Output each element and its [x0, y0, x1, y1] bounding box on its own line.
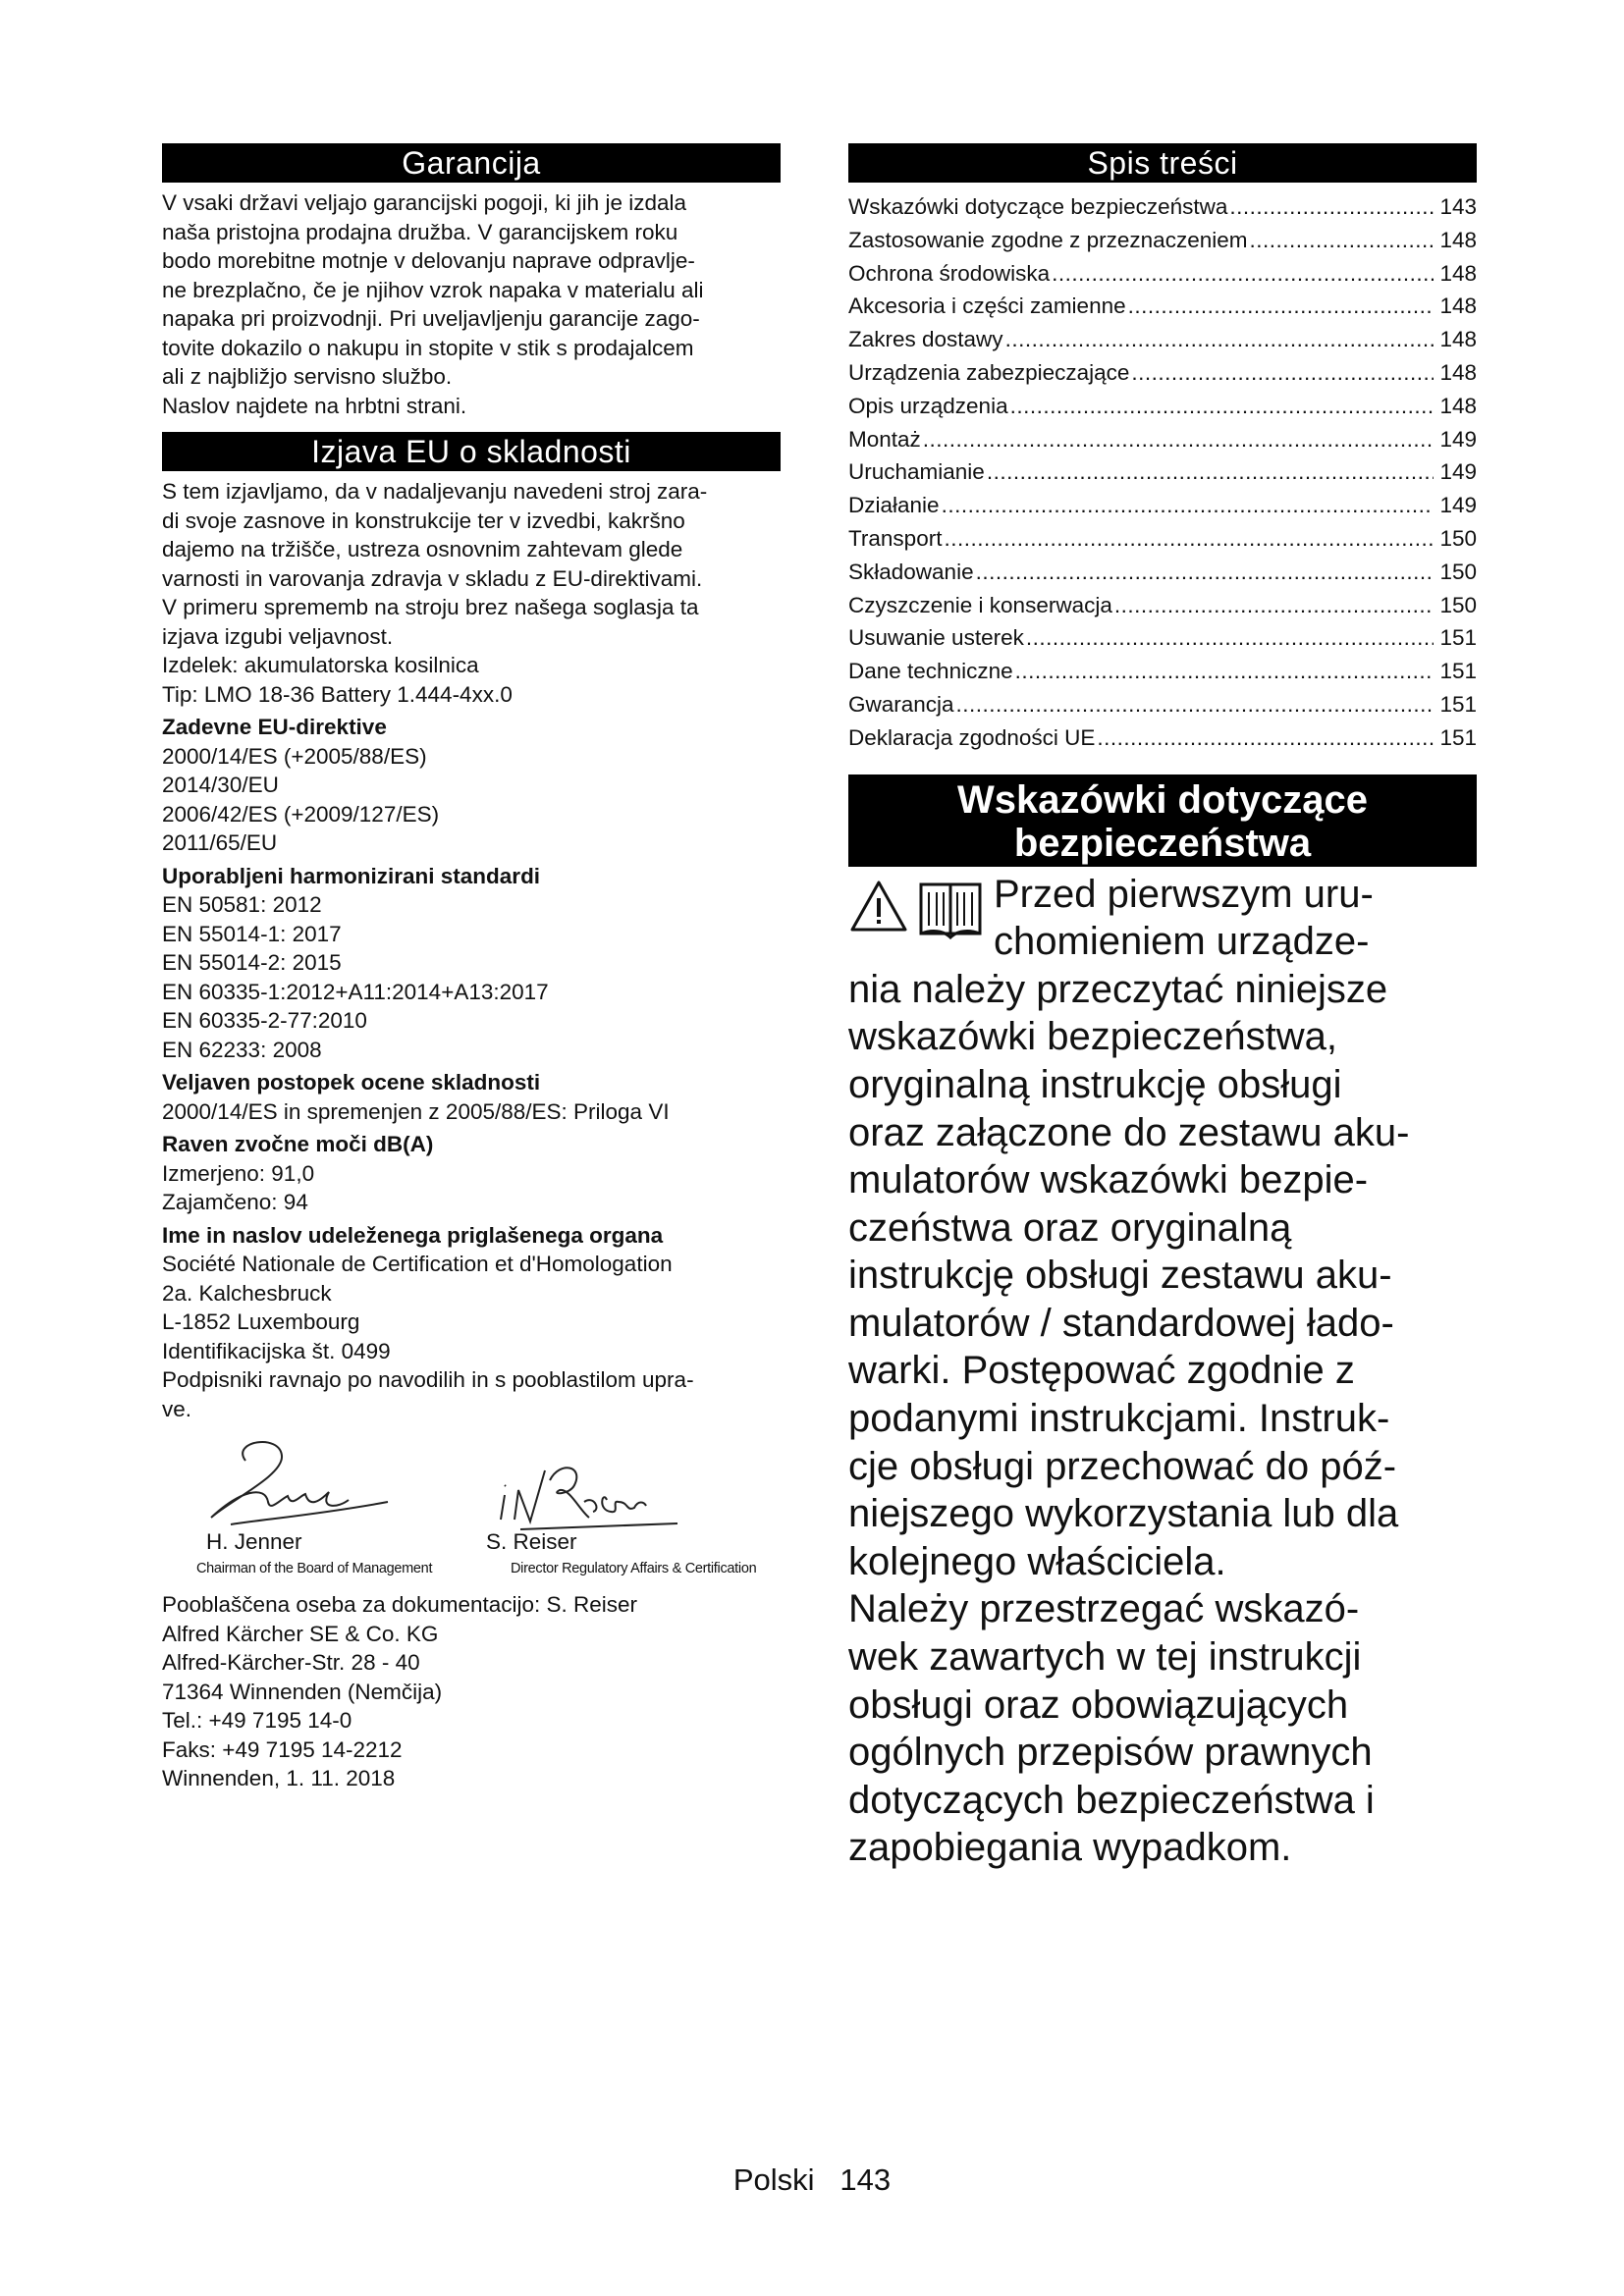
text-line: dajemo na tržišče, ustreza osnovnim zahtevam glede	[162, 537, 683, 561]
toc-page: 151	[1439, 659, 1477, 684]
toc-item[interactable]	[848, 390, 1477, 423]
toc-label: Uruchamianie	[848, 459, 985, 485]
table-of-contents	[848, 190, 1477, 755]
toc-label: Ochrona środowiska	[848, 260, 1051, 286]
signatory-role: Chairman of the Board of Management	[196, 1561, 433, 1576]
toc-page: 149	[1439, 493, 1477, 518]
standard-item: EN 50581: 2012	[162, 892, 322, 917]
signatory-name: S. Reiser	[486, 1529, 577, 1554]
notified-body-line: Société Nationale de Certification et d'Homologation	[162, 1252, 673, 1276]
safety-intro	[848, 871, 1477, 966]
toc-page: 151	[1439, 625, 1477, 651]
text-line: Izdelek: akumulatorska kosilnica	[162, 653, 479, 677]
text-line: niejszego wykorzystania lub dla	[848, 1492, 1399, 1536]
notified-body-line: ve.	[162, 1396, 192, 1421]
toc-label: Urządzenia zabezpieczające	[848, 359, 1130, 385]
notified-body-line: Podpisniki ravnajo po navodilih in s pooblastilom upra-	[162, 1367, 694, 1392]
toc-item[interactable]	[848, 290, 1477, 323]
directive-item: 2014/30/EU	[162, 773, 279, 797]
standard-item: EN 55014-2: 2015	[162, 950, 342, 975]
text-line: V vsaki državi veljajo garancijski pogoji, ki jih je izdala	[162, 190, 686, 215]
procedure-heading: Veljaven postopek ocene skladnosti	[162, 1070, 541, 1095]
toc-page: 151	[1439, 724, 1477, 750]
toc-item[interactable]	[848, 655, 1477, 688]
text-line: wskazówki bezpieczeństwa,	[848, 1015, 1337, 1059]
toc-page: 150	[1439, 559, 1477, 584]
contact-line: 71364 Winnenden (Nemčija)	[162, 1679, 443, 1704]
toc-page: 150	[1439, 525, 1477, 551]
toc-label: Montaż	[848, 426, 921, 452]
contact-line: Alfred Kärcher SE & Co. KG	[162, 1621, 439, 1646]
toc-item[interactable]	[848, 257, 1477, 291]
text-line: ne brezplačno, če je njihov vzrok napaka v materialu ali	[162, 277, 704, 302]
text-line: chomieniem urządze-	[994, 920, 1370, 964]
toc-heading: Spis treści	[848, 143, 1477, 183]
toc-item[interactable]	[848, 556, 1477, 589]
toc-item[interactable]	[848, 190, 1477, 224]
text-line: cje obsługi przechować do póź-	[848, 1444, 1397, 1488]
toc-label: Działanie	[848, 493, 940, 518]
noise-guaranteed: Zajamčeno: 94	[162, 1190, 308, 1214]
toc-page: 149	[1439, 459, 1477, 485]
contact-block	[162, 1590, 781, 1793]
toc-label: Transport	[848, 525, 943, 551]
text-line: Tip: LMO 18-36 Battery 1.444-4xx.0	[162, 681, 513, 707]
text-line: oraz załączone do zestawu aku-	[848, 1110, 1410, 1154]
toc-label: Wskazówki dotyczące bezpieczeństwa	[848, 194, 1228, 219]
toc-page: 150	[1439, 592, 1477, 617]
directive-item: 2006/42/ES (+2009/127/ES)	[162, 801, 440, 827]
izjava-text	[162, 477, 781, 1423]
toc-item[interactable]	[848, 323, 1477, 356]
page-footer	[0, 2163, 1624, 2198]
toc-item[interactable]	[848, 423, 1477, 456]
manual-book-icon	[917, 879, 984, 939]
text-line: mulatorów wskazówki bezpie-	[848, 1158, 1369, 1202]
standard-item: EN 60335-2-77:2010	[162, 1008, 367, 1033]
signature-reiser-icon	[491, 1441, 687, 1539]
procedure-text: 2000/14/ES in spremenjen z 2005/88/ES: Priloga VI	[162, 1098, 670, 1124]
garancija-text	[162, 188, 781, 420]
toc-item[interactable]	[848, 489, 1477, 522]
notified-body-heading: Ime in naslov udeleženega priglašenega organa	[162, 1222, 664, 1248]
text-line: bodo morebitne motnje v delovanju naprave odpravlje-	[162, 248, 695, 273]
toc-page: 148	[1439, 260, 1477, 286]
text-line: di svoje zasnove in konstrukcije ter v izvedbi, kakršno	[162, 507, 685, 533]
toc-item[interactable]	[848, 721, 1477, 755]
right-column	[848, 143, 1477, 1872]
text-line: instrukcję obsługi zestawu aku-	[848, 1254, 1392, 1298]
text-line: warki. Postępować zgodnie z	[848, 1349, 1355, 1393]
left-column	[162, 143, 781, 1793]
standard-item: EN 60335-1:2012+A11:2014+A13:2017	[162, 979, 549, 1004]
toc-page: 148	[1439, 359, 1477, 385]
text-line: nia należy przeczytać niniejsze	[848, 967, 1388, 1011]
signature-jenner-icon	[172, 1431, 417, 1539]
toc-label: Dane techniczne	[848, 659, 1013, 684]
contact-line: Tel.: +49 7195 14-0	[162, 1708, 352, 1733]
safety-intro-text	[994, 871, 1374, 966]
safety-heading-line: Wskazówki dotyczące	[957, 777, 1368, 822]
directive-item: 2000/14/ES (+2005/88/ES)	[162, 743, 427, 769]
text-line: izjava izgubi veljavnost.	[162, 623, 394, 649]
text-line: obsługi oraz obowiązujących	[848, 1682, 1349, 1727]
izjava-heading: Izjava EU o skladnosti	[162, 432, 781, 471]
toc-label: Akcesoria i części zamienne	[848, 294, 1126, 319]
footer-language: Polski	[732, 2163, 815, 2197]
directives-heading: Zadevne EU-direktive	[162, 715, 387, 739]
text-line: napaka pri proizvodnji. Pri uveljavljenju garancije zago-	[162, 306, 700, 331]
notified-body-line: L-1852 Luxembourg	[162, 1309, 360, 1334]
toc-page: 149	[1439, 426, 1477, 452]
contact-line: Pooblaščena oseba za dokumentacijo: S. Reiser	[162, 1592, 638, 1617]
noise-heading: Raven zvočne moči dB(A)	[162, 1132, 434, 1156]
text-line: dotyczących bezpieczeństwa i	[848, 1778, 1375, 1822]
standard-item: EN 55014-1: 2017	[162, 921, 342, 946]
safety-heading-line: bezpieczeństwa	[1013, 821, 1312, 865]
text-line: wek zawartych w tej instrukcji	[848, 1635, 1362, 1680]
toc-label: Zakres dostawy	[848, 327, 1003, 352]
safety-icons	[848, 871, 984, 939]
contact-line: Winnenden, 1. 11. 2018	[162, 1766, 396, 1790]
standards-heading: Uporabljeni harmonizirani standardi	[162, 863, 541, 888]
text-line: ogólnych przepisów prawnych	[848, 1731, 1373, 1775]
page-number: 143	[839, 2163, 892, 2197]
signatures	[162, 1431, 781, 1588]
contact-line: Alfred-Kärcher-Str. 28 - 40	[162, 1650, 420, 1675]
toc-label: Gwarancja	[848, 691, 954, 717]
safety-heading	[848, 774, 1477, 867]
contact-line: Faks: +49 7195 14-2212	[162, 1736, 403, 1762]
noise-measured: Izmerjeno: 91,0	[162, 1160, 315, 1186]
text-line: mulatorów / standardowej łado-	[848, 1301, 1394, 1345]
toc-label: Usuwanie usterek	[848, 625, 1024, 651]
toc-label: Opis urządzenia	[848, 393, 1008, 418]
text-line: tovite dokazilo o nakupu in stopite v stik s prodajalcem	[162, 335, 694, 360]
text-line: varnosti in varovanja zdravja v skladu z EU-direktivami.	[162, 565, 703, 591]
directive-item: 2011/65/EU	[162, 830, 278, 855]
toc-page: 143	[1439, 194, 1477, 219]
text-line: oryginalną instrukcję obsługi	[848, 1062, 1342, 1106]
toc-page: 148	[1439, 294, 1477, 319]
toc-item[interactable]	[848, 688, 1477, 721]
toc-item[interactable]	[848, 589, 1477, 622]
toc-item[interactable]	[848, 356, 1477, 390]
signatory-role: Director Regulatory Affairs & Certification	[511, 1561, 757, 1576]
text-line: Naslov najdete na hrbtni strani.	[162, 393, 467, 418]
text-line: V primeru sprememb na stroju brez našega soglasja ta	[162, 595, 699, 619]
toc-label: Zastosowanie zgodne z przeznaczeniem	[848, 227, 1248, 252]
text-line: zapobiegania wypadkom.	[848, 1826, 1292, 1870]
toc-label: Deklaracja zgodności UE	[848, 724, 1096, 750]
text-line: S tem izjavljamo, da v nadaljevanju navedeni stroj zara-	[162, 479, 708, 504]
toc-item[interactable]	[848, 522, 1477, 556]
standard-item: EN 62233: 2008	[162, 1037, 322, 1062]
toc-page: 151	[1439, 691, 1477, 717]
safety-text	[848, 966, 1477, 1872]
notified-body-line: Identifikacijska št. 0499	[162, 1338, 391, 1363]
toc-item[interactable]	[848, 224, 1477, 257]
toc-page: 148	[1439, 227, 1477, 252]
text-line: Należy przestrzegać wskazó-	[848, 1587, 1360, 1631]
toc-item[interactable]	[848, 621, 1477, 655]
text-line: kolejnego właściciela.	[848, 1539, 1226, 1583]
text-line: naša pristojna prodajna družba. V garancijskem roku	[162, 219, 678, 244]
toc-page: 148	[1439, 327, 1477, 352]
text-line: czeństwa oraz oryginalną	[848, 1205, 1292, 1250]
garancija-heading: Garancija	[162, 143, 781, 183]
toc-page: 148	[1439, 393, 1477, 418]
text-line: podanymi instrukcjami. Instruk-	[848, 1397, 1390, 1441]
toc-item[interactable]	[848, 455, 1477, 489]
text-line: Przed pierwszym uru-	[994, 872, 1374, 916]
warning-triangle-icon	[848, 879, 909, 934]
text-line: ali z najbližjo servisno službo.	[162, 364, 453, 389]
signatory-name: H. Jenner	[206, 1529, 302, 1554]
notified-body-line: 2a. Kalchesbruck	[162, 1280, 332, 1306]
toc-label: Składowanie	[848, 559, 974, 584]
toc-label: Czyszczenie i konserwacja	[848, 592, 1112, 617]
